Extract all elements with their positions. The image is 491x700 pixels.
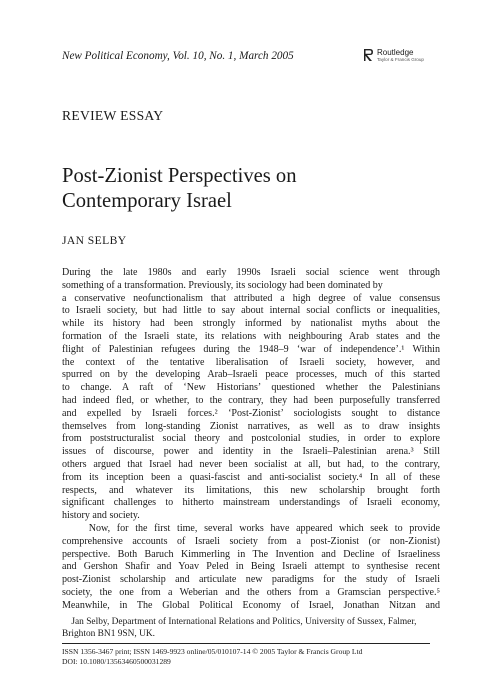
- author-name: JAN SELBY: [62, 234, 127, 247]
- body-line: the context of the tentative liberalisation of Israeli society, however, and: [62, 356, 440, 368]
- body-line: During the late 1980s and early 1990s Israeli social science went through: [62, 267, 440, 278]
- journal-citation: New Political Economy, Vol. 10, No. 1, March 2005: [62, 50, 294, 62]
- title-line: Post-Zionist Perspectives on: [62, 165, 297, 187]
- article-title: [62, 164, 442, 214]
- routledge-logo-icon: [364, 48, 374, 62]
- body-line: comprehensive accounts of Israeli society from a post-Zionist (or non-Zionist): [62, 535, 440, 547]
- body-line: formation of the Israeli state, its relations with neighbouring Arab states and the: [62, 330, 440, 342]
- section-label: REVIEW ESSAY: [62, 108, 164, 123]
- title-line: Contemporary Israel: [62, 190, 232, 212]
- footnote-line: Jan Selby, Department of International Relations and Politics, University of Sussex, Falmer,: [62, 617, 417, 627]
- body-line: and Gershon Shafir and Yoav Peled in Being Israeli attempt to synthesise recent: [62, 561, 440, 573]
- body-line: Meanwhile, in The Global Political Economy of Israel, Jonathan Nitzan and: [62, 599, 440, 611]
- body-line: themselves from long-standing Zionist narratives, as well as to draw insights: [62, 420, 440, 432]
- imprint-line: DOI: 10.1080/1356346050003128​9: [62, 657, 171, 666]
- body-line: others argued that Israel had never been socialist at all, but had, to the contrary,: [62, 458, 440, 470]
- body-line: to change. A raft of ‘New Historians’ questioned whether the Palestinians: [62, 382, 440, 394]
- publisher-tagline: Taylor & Francis Group: [377, 57, 424, 62]
- body-line: perspective. Both Baruch Kimmerling in The Invention and Decline of Israeliness: [62, 548, 440, 560]
- body-line: flight of Palestinian refugees during the 1948–9 ‘war of independence’.¹ Within: [62, 343, 440, 355]
- body-text: [62, 267, 440, 613]
- body-line: society, the one from a Weberian and the others from a Gramscian perspective.⁵: [62, 586, 440, 598]
- body-line: to Israeli society, but had little to say about internal social conflicts or inequalities,: [62, 305, 440, 317]
- body-line: history and society.: [62, 510, 140, 522]
- body-line: respects, and whatever its limitations, this new scholarship brought forth: [62, 484, 440, 496]
- body-line: a conservative neofunctionalism that attributed a high degree of value consensus: [62, 292, 440, 304]
- body-line: spurred on by the developing Arab–Israeli peace processes, much of this started: [62, 369, 440, 381]
- body-line: from its inception been a quasi-fascist and anti-socialist society.⁴ In all of these: [62, 471, 440, 483]
- body-line: significant challenges to hitherto mainstream understandings of Israeli economy,: [62, 497, 440, 509]
- imprint-line: ISSN 1356-3467 print; ISSN 1469-9923 online/05/010107-14 © 2005 Taylor & Francis Group Ltd: [62, 647, 363, 656]
- running-header: [62, 50, 442, 74]
- author-affiliation-footnote: [62, 616, 440, 640]
- body-line: issues of discourse, power and identity in the Israeli–Palestinian arena.³ Still: [62, 446, 440, 458]
- publisher-name: Routledge: [377, 48, 414, 57]
- publication-imprint: [62, 647, 440, 667]
- footnote-line: Brighton BN1 9SN, UK.: [62, 629, 155, 639]
- body-line: had indeed fled, or whether, to the contrary, they had been purposefully transferred: [62, 394, 440, 406]
- body-line: Now, for the first time, several works have appeared which seek to provide: [62, 522, 440, 534]
- footnote-divider: [62, 643, 430, 644]
- body-line: post-Zionist scholarship and articulate new paradigms for the study of Israeli: [62, 574, 440, 586]
- body-line: and expelled by Israeli forces.² ‘Post-Zionist’ sociologists sought to distance: [62, 407, 440, 419]
- body-line: something of a transformation. Previously, its sociology had been dominated by: [62, 279, 383, 291]
- body-line: while its history had been strongly informed by nationalist myths about the: [62, 318, 440, 330]
- publisher-logo: [364, 46, 442, 68]
- body-line: from poststructuralist social theory and postcolonial studies, in order to explore: [62, 433, 440, 445]
